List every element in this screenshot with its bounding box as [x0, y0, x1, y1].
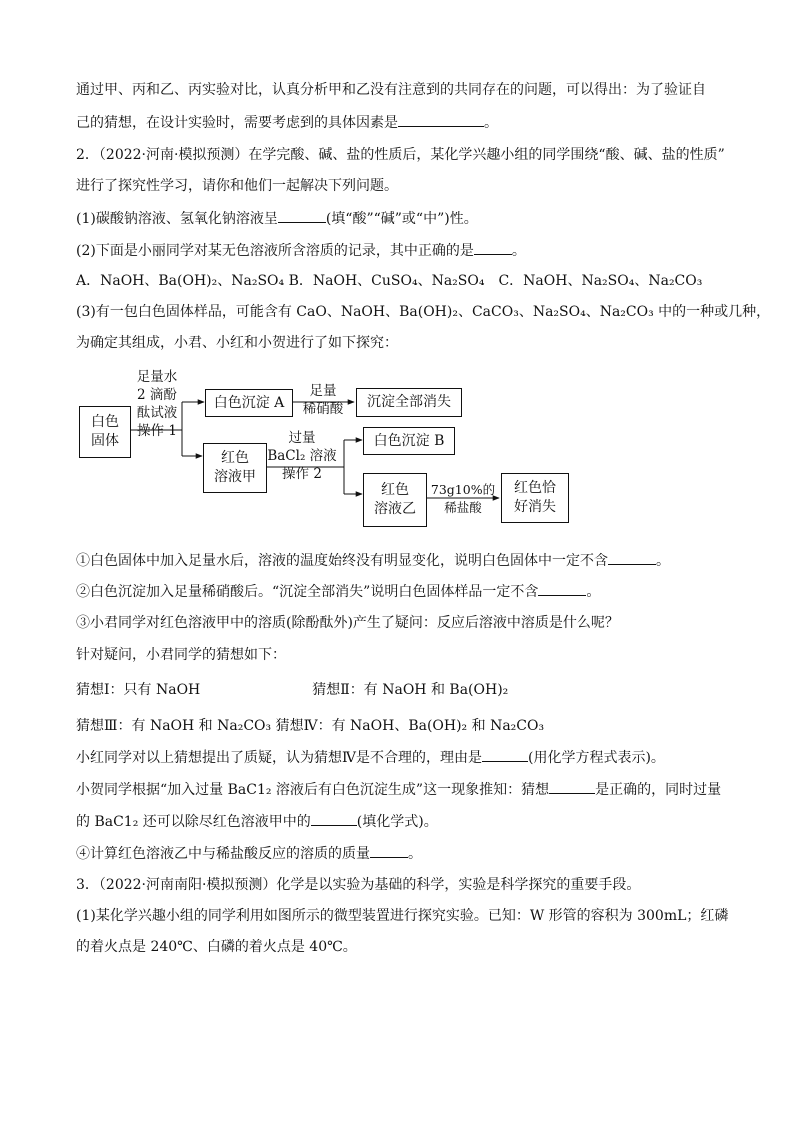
answer-blank[interactable]	[549, 779, 595, 794]
answer-blank[interactable]	[311, 811, 357, 826]
white-precipitate-b-box	[363, 427, 455, 455]
text: 2．（2022·河南·模拟预测）在学完酸、碱、盐的性质后，某化学兴趣小组的同学围绕“酸、碱、盐的性质”	[76, 147, 725, 163]
text: 为确定其组成，小君、小红和小贺进行了如下探究：	[76, 335, 398, 351]
text: 。	[484, 115, 498, 131]
text: A．NaOH、Ba(OH)₂、Na₂SO₄ B．NaOH、CuSO₄、Na₂SO₄ C．NaOH、Na₂SO₄、Na₂CO₃	[76, 273, 703, 289]
red-disappear-box	[501, 473, 569, 523]
label-text: 稀硝酸	[302, 401, 344, 417]
label-text: 足量	[309, 383, 337, 399]
text: ④计算红色溶液乙中与稀盐酸反应的溶质的质量	[76, 846, 370, 862]
text: ②白色沉淀加入足量稀硝酸后。“沉淀全部消失”说明白色固体样品一定不含	[76, 584, 539, 600]
acid-2-label	[427, 481, 499, 517]
text: ①白色固体中加入足量水后，溶液的温度始终没有明显变化，说明白色固体中一定不含	[76, 553, 608, 569]
answer-blank[interactable]	[482, 747, 528, 762]
box-text: 好消失	[514, 499, 556, 515]
text: 。	[656, 553, 670, 569]
paragraph-line	[76, 645, 716, 665]
box-text: 白色沉淀 B	[373, 432, 445, 449]
label-text: 73g10%的	[430, 482, 496, 497]
box-text: 沉淀全部消失	[367, 394, 451, 410]
box-text: 溶液乙	[374, 501, 416, 517]
label-text: 2 滴酚	[137, 387, 177, 403]
paragraph-line	[76, 937, 716, 957]
text: 。	[408, 846, 422, 862]
text: (3)有一包白色固体样品，可能含有 CaO、NaOH、Ba(OH)₂、CaCO₃、Na₂SO₄、Na₂CO₃ 中的一种或几种，	[76, 304, 771, 320]
box-text: 红色恰	[514, 480, 556, 496]
box-text: 溶液甲	[214, 469, 256, 485]
sub-question-3	[76, 613, 716, 633]
label-text: 过量	[288, 430, 316, 446]
red-solution-a-box	[203, 443, 267, 493]
label-text: 操作 2	[282, 466, 322, 482]
answer-blank[interactable]	[370, 843, 408, 858]
guess-3-4: 猜想Ⅲ：有 NaOH 和 Na₂CO₃ 猜想Ⅳ：有 NaOH、Ba(OH)₂ 和 Na₂CO₃	[76, 718, 545, 734]
label-text: BaCl₂ 溶液	[267, 448, 337, 464]
text: 是正确的，同时过量	[595, 782, 722, 798]
question-3-heading	[76, 875, 716, 895]
sub-question-2	[76, 581, 716, 602]
box-text: 白色	[91, 414, 119, 430]
label-text: 足量水	[136, 369, 178, 385]
text: (1)碳酸钠溶液、氢氧化钠溶液呈	[76, 211, 278, 227]
text: 己的猜想，在设计实验时，需要考虑到的具体因素是	[76, 115, 398, 131]
white-precipitate-a-box	[205, 389, 293, 417]
box-text: 红色	[381, 482, 409, 498]
text: (用化学方程式表示)。	[528, 750, 665, 766]
label-text: 操作 1	[137, 423, 177, 439]
box-text: 固体	[91, 433, 119, 449]
box-text: 红色	[221, 450, 249, 466]
text: ③小君同学对红色溶液甲中的溶质(除酚酞外)产生了疑问：反应后溶液中溶质是什么呢？	[76, 615, 619, 631]
text: 的着火点是 240℃、白磷的着火点是 40℃。	[76, 939, 357, 955]
text: 。	[511, 243, 526, 259]
paragraph-line	[76, 811, 716, 832]
guess-line	[76, 680, 716, 700]
precipitate-gone-box	[356, 388, 462, 417]
guess-line	[76, 716, 716, 736]
label-text: 稀盐酸	[444, 500, 482, 515]
guess-1: 猜想Ⅰ：只有 NaOH	[76, 682, 201, 698]
white-solid-box	[79, 406, 131, 458]
guess-2: 猜想Ⅱ：有 NaOH 和 Ba(OH)₂	[312, 682, 509, 698]
text: 3．（2022·河南南阳·模拟预测）化学是以实验为基础的科学，实验是科学探究的重要手段。	[76, 877, 641, 893]
text: (2)下面是小丽同学对某无色溶液所含溶质的记录，其中正确的是	[76, 243, 474, 259]
red-solution-b-box	[363, 473, 427, 527]
text: 进行了探究性学习，请你和他们一起解决下列问题。	[76, 178, 398, 194]
step-2-label	[266, 429, 338, 483]
label-text: 酞试液	[136, 405, 178, 421]
acid-1-label	[296, 382, 350, 418]
step-1-label	[130, 368, 184, 440]
text: (填“酸”“碱”或“中”)性。	[325, 211, 478, 227]
text: 的 BaC1₂ 还可以除尽红色溶液甲中的	[76, 814, 311, 830]
text: (填化学式)。	[356, 814, 438, 830]
sub-question-1	[76, 550, 716, 571]
box-text: 白色沉淀 A	[213, 394, 285, 411]
text: 通过甲、丙和乙、丙实验对比，认真分析甲和乙没有注意到的共同存在的问题，可以得出：为了验证自	[76, 82, 706, 98]
text: (1)某化学兴趣小组的同学利用如图所示的微型装置进行探究实验。已知：W 形管的容积为 300mL；红磷	[76, 908, 729, 924]
sub-question-4	[76, 843, 716, 864]
text: 小红同学对以上猜想提出了质疑，认为猜想Ⅳ是不合理的，理由是	[76, 750, 482, 766]
paragraph-line	[76, 779, 722, 800]
text: 。	[586, 584, 601, 600]
answer-blank[interactable]	[608, 550, 656, 565]
text: 针对疑问，小君同学的猜想如下：	[76, 647, 286, 663]
text: 小贺同学根据“加入过量 BaC1₂ 溶液后有白色沉淀生成”这一现象推知：猜想	[76, 782, 550, 798]
question-3-1	[76, 906, 729, 926]
paragraph-line	[76, 747, 716, 768]
answer-blank[interactable]	[538, 581, 586, 596]
